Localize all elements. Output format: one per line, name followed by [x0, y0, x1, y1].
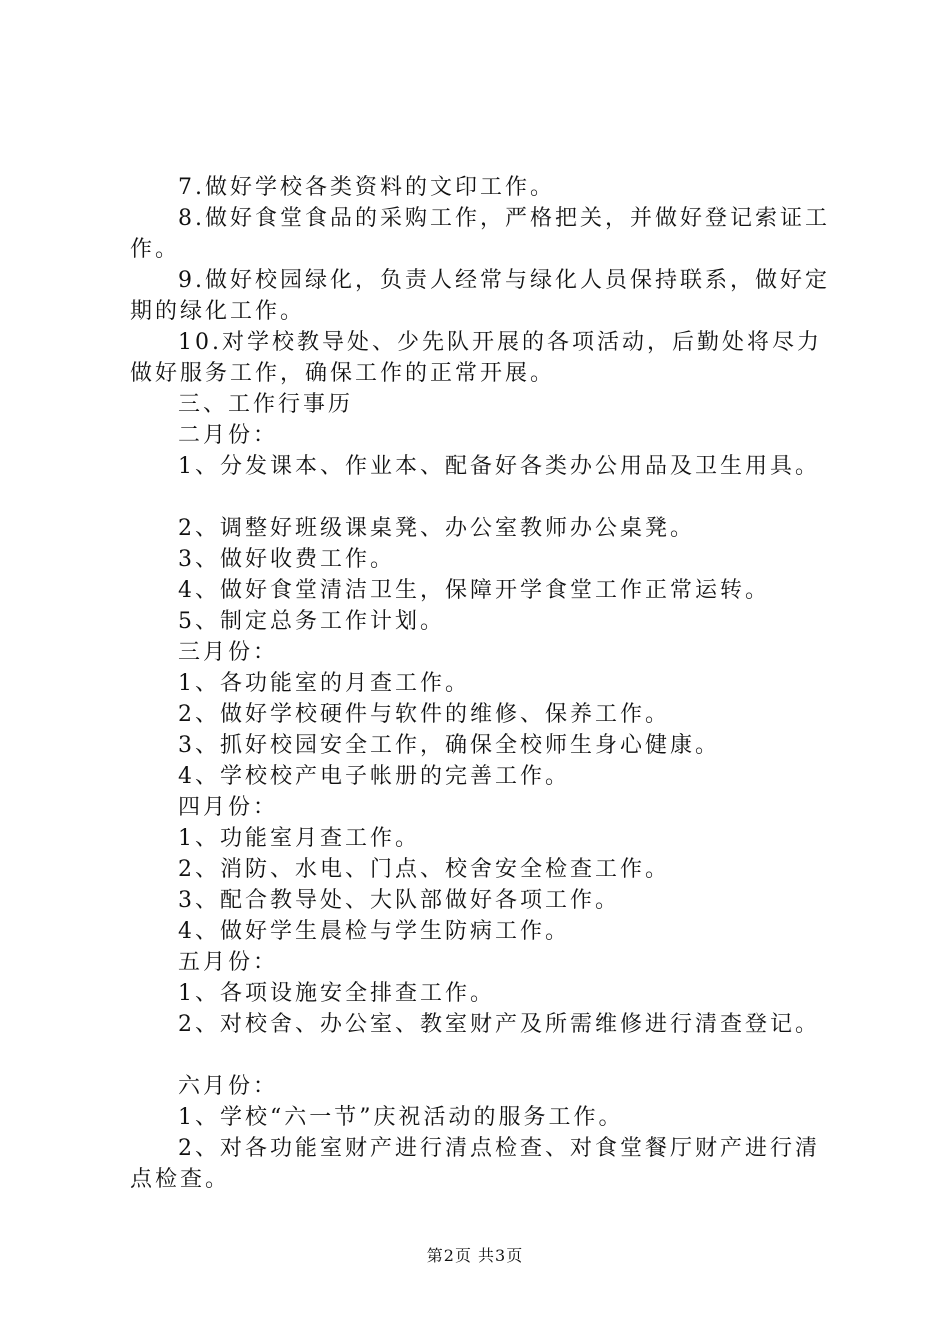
paragraph-item-10: 10.对学校教导处、少先队开展的各项活动，后勤处将尽力做好服务工作，确保工作的正常开展。	[130, 330, 822, 386]
spacer	[130, 1040, 830, 1071]
paragraph-item-7: 7.做好学校各类资料的文印工作。	[178, 175, 555, 200]
february-item-3: 3、做好收费工作。	[178, 547, 395, 572]
february-item-1: 1、分发课本、作业本、配备好各类办公用品及卫生用具。	[178, 454, 820, 479]
march-item-1: 1、各功能室的月查工作。	[178, 671, 470, 696]
february-item-4: 4、做好食堂清洁卫生，保障开学食堂工作正常运转。	[178, 578, 770, 603]
section-heading-calendar: 三、工作行事历	[178, 392, 354, 417]
february-item-2: 2、调整好班级课桌凳、办公室教师办公桌凳。	[178, 516, 695, 541]
march-item-3: 3、抓好校园安全工作，确保全校师生身心健康。	[178, 733, 720, 758]
june-item-2: 2、对各功能室财产进行清点检查、对食堂餐厅财产进行清点检查。	[130, 1136, 820, 1192]
may-item-2: 2、对校舍、办公室、教室财产及所需维修进行清查登记。	[178, 1012, 820, 1037]
april-item-1: 1、功能室月查工作。	[178, 826, 420, 851]
march-item-4: 4、学校校产电子帐册的完善工作。	[178, 764, 570, 789]
document-body	[130, 172, 830, 1195]
april-item-3: 3、配合教导处、大队部做好各项工作。	[178, 888, 620, 913]
april-item-4: 4、做好学生晨检与学生防病工作。	[178, 919, 570, 944]
page-number-footer: 第2页 共3页	[426, 1246, 524, 1265]
spacer	[130, 482, 830, 513]
month-heading-may: 五月份：	[178, 950, 279, 975]
month-heading-june: 六月份：	[178, 1074, 279, 1099]
month-heading-february: 二月份：	[178, 423, 279, 448]
june-item-1: 1、学校“六一节”庆祝活动的服务工作。	[178, 1105, 624, 1130]
month-heading-april: 四月份：	[178, 795, 279, 820]
march-item-2: 2、做好学校硬件与软件的维修、保养工作。	[178, 702, 670, 727]
month-heading-march: 三月份：	[178, 640, 279, 665]
may-item-1: 1、各项设施安全排查工作。	[178, 981, 495, 1006]
paragraph-item-8: 8.做好食堂食品的采购工作，严格把关，并做好登记索证工作。	[130, 206, 830, 262]
april-item-2: 2、消防、水电、门点、校舍安全检查工作。	[178, 857, 670, 882]
february-item-5: 5、制定总务工作计划。	[178, 609, 445, 634]
paragraph-item-9: 9.做好校园绿化，负责人经常与绿化人员保持联系，做好定期的绿化工作。	[130, 268, 830, 324]
